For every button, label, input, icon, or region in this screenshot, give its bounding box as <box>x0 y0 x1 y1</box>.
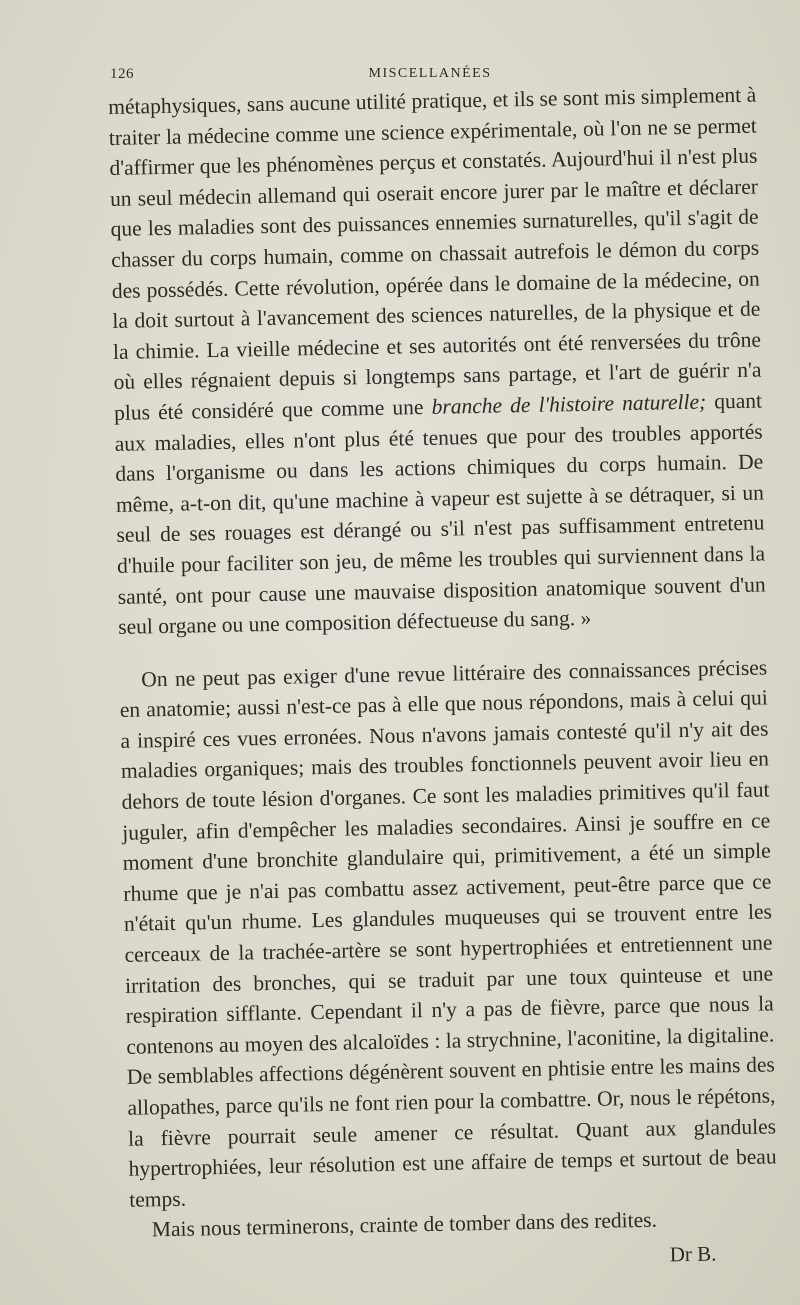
running-head: MISCELLANÉES <box>368 66 492 81</box>
paragraph-1-text-start: métaphysiques, sans aucune utilité pratique, et ils se sont mis simplement à traiter la médecine comme une science expérimentale, où l'on ne se permet d'affirmer que les phénomènes perçus et constatés. Aujourd'hui il n'est plus un seul médecin allemand qui oserait encore jurer par le maître et déclarer que les maladies sont des puissances ennemies surnaturelles, qu'il s'agit de chasser du corps humain, comme on chassait autrefois le démon du corps des possédés. Cette révolution, opérée dans le domaine de la médecine, on la doit surtout à l'avancement des sciences naturelles, de la physique et de la chimie. La vieille médecine et ses autorités ont été renversées du trône où elles régnaient depuis si longtemps sans partage, et l'art de guérir n'a plus été considéré que comme une <box>108 82 762 425</box>
author-signature: Dr B. <box>669 1241 717 1267</box>
paragraph-1-text-end: quant aux maladies, elles n'ont plus été tenues que pour des troubles apportés dans l'organisme ou dans les actions chimiques du corps humain. De même, a-t-on dit, qu'une machine à vapeur est sujette à se détraquer, si un seul de ses rouages est dérangé ou s'il n'est pas suffisamment entretenu d'huile pour faciliter son jeu, de même les troubles qui surviennent dans la santé, ont pour cause une mauvaise disposition anatomique souvent d'un seul organe ou une composition défectueuse du sang. » <box>114 388 766 639</box>
paragraph-3: Mais nous terminerons, crainte de tomber dans des redites. <box>151 1208 658 1242</box>
paragraph-1 <box>108 80 766 643</box>
page-number: 126 <box>110 66 134 82</box>
paragraph-2: On ne peut pas exiger d'une revue littéraire des connaissances précises en anatomie; aussi n'est-ce pas à elle que nous répondons, mais à celui qui a inspiré ces vues erronées. Nous n'avons jamais contesté qu'il n'y ait des maladies organiques; mais des troubles fonctionnels peuvent avoir lieu en dehors de toute lésion d'organes. Ce sont les maladies primitives qu'il faut juguler, afin d'empêcher les maladies secondaires. Ainsi je souffre en ce moment d'une bronchite glandulaire qui, primitivement, a été un simple rhume que je n'ai pas combattu assez activement, peut-être parce que ce n'était qu'un rhume. Les glandules muqueuses qui se trouvent entre les cerceaux de la trachée-artère se sont hypertrophiées et entretiennent une irritation des bronches, qui se traduit par une toux quinteuse et une respiration sifflante. Cependant il n'y a pas de fièvre, parce que nous la contenons au moyen des alcaloïdes : la strychnine, l'aconitine, la digitaline. De semblables affections dégénèrent souvent en phtisie entre les mains des allopathes, parce qu'ils ne font rien pour la combattre. Or, nous le répétons, la fièvre pourrait seule amener ce résultat. Quant aux glandules hypertrophiées, leur résolution est une affaire de temps et surtout de beau temps. <box>119 655 777 1212</box>
paragraph-1-italic-phrase: branche de l'histoire naturelle; <box>431 389 707 419</box>
article-body <box>108 80 779 1281</box>
